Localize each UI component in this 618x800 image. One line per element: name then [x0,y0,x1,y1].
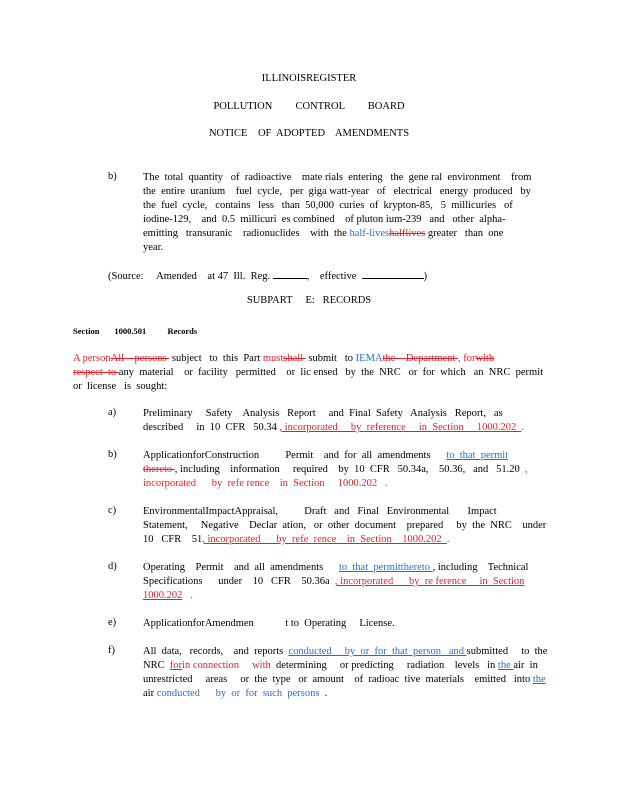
intro-line-2: respect to any material or facility permitted or lic ensed by the NRC or for which an NRC permit [73,367,544,378]
item-d-marker: d) [108,561,117,572]
intro-line-1: A personAll persons subject to this Part mustshall submit to IEMAthe Department , forwith [73,353,495,364]
item-b-text [143,171,533,255]
notice-title: NOTICE OF ADOPTED AMENDMENTS [208,128,410,139]
item-d-text: Operating Permit and all amendments to that permitthereto , including Technical Specifications under 10 CFR 50.36a , incorporated by re ference in Section 1000.202 . [143,562,529,601]
item-b-line-6: year. [143,242,164,253]
item-b2-marker: b) [108,449,117,460]
item-f-marker: f) [108,645,115,656]
item-b-line-5: emitting transuranic radionuclides with the half-liveshalflives greater than one [143,228,504,239]
register-title: ILLINOISREGISTER [261,73,357,84]
half-lives-insert: half-lives [349,228,390,239]
intro-paragraph [73,352,544,394]
halflives-deletion: halflives [389,228,426,239]
section-number: Section 1000.501 [73,326,147,336]
item-c-marker: c) [108,505,117,516]
item-b2-text: ApplicationforConstruction Permit and for all amendments to that permit thereto , including information required by 10 CFR 50.34a, 50.36, and 51.20 , incorporated by refe rence in Section 1000.202 . [143,450,528,489]
item-a-marker: a) [108,407,117,418]
reg-blank [273,268,307,279]
item-b-line-4: iodine-129, and 0.5 millicuri es combined of pluton ium-239 and other alpha- [143,214,506,225]
item-b-marker: b) [108,171,117,182]
board-title: POLLUTION CONTROL BOARD [213,101,405,112]
item-c-text: EnvironmentalImpactAppraisal, Draft and Final Environmental Impact Statement, Negative Declar ation, or other document prepared by the NRC under 10 CFR 51, incorporated by refe rence in Section 1000.202 . [143,506,547,545]
item-b-line-2: the entire uranium fuel cycle, per giga watt-year of electrical energy produced by [143,186,531,197]
section-title: Records [167,326,198,336]
section-heading [73,326,197,336]
subpart-heading: SUBPART E: RECORDS [246,295,372,306]
item-e-marker: e) [108,617,117,628]
effective-blank [362,268,424,279]
item-e-text: ApplicationforAmendmen t to Operating License. [143,618,395,629]
item-a-text: Preliminary Safety Analysis Report and Final Safety Analysis Report, as described in 10 CFR 50.34 , incorporated by reference in Section 1000.202 . [143,408,525,433]
item-f-text: All data, records, and reports conducted by or for that person and submitted to the NRC forin connection with determining or predicting radiation levels in the air in unrestricted areas or the type or amount of radioac tive materials emitted into the air conducted by or for such persons . [143,646,548,699]
item-b-line-3: the fuel cycle, contains less than 50,000 curies of krypton-85, 5 millicuries of [143,200,513,211]
source-line: (Source: Amended at 47 Ill. Reg. , effective ) [108,268,427,282]
intro-line-3: or license is sought: [73,381,168,392]
item-b-line-1: The total quantity of radioactive mate rials entering the gene ral environment from [143,172,532,183]
